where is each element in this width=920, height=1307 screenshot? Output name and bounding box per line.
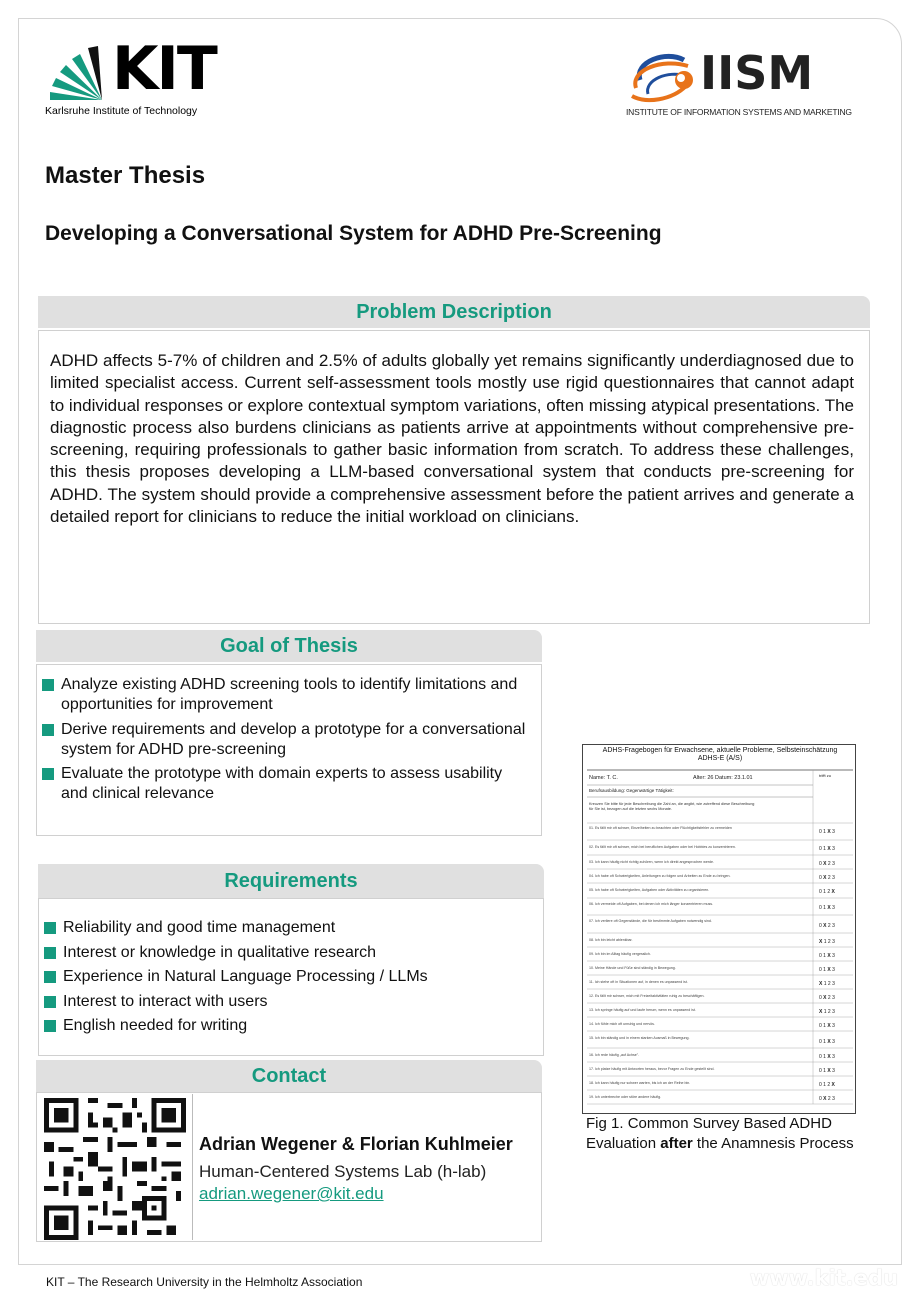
svg-text:14. Ich fühle mich oft unruhig: 14. Ich fühle mich oft unruhig und nervös. <box>589 1022 655 1026</box>
requirement-item <box>44 992 534 1012</box>
svg-text:für Sie ist, bezogen auf die l: für Sie ist, bezogen auf die letzten sechs Monate. <box>589 807 672 811</box>
questionnaire-form-image <box>583 765 856 1114</box>
svg-text:13. Ich springe häufig auf und: 13. Ich springe häufig auf und laufe herum, wenn es unpassend ist. <box>589 1008 696 1012</box>
requirement-item-text: Interest to interact with users <box>63 992 268 1010</box>
qr-code-icon[interactable] <box>44 1098 186 1240</box>
contact-email-link[interactable]: adrian.wegener@kit.edu <box>199 1184 384 1203</box>
figure-caption-text-pre: Common Survey Based ADHD Evaluation <box>586 1115 832 1152</box>
bullet-square-icon <box>42 679 54 691</box>
svg-text:09. Ich bin im Alltag häufig v: 09. Ich bin im Alltag häufig vergesslich. <box>589 952 651 956</box>
svg-text:Berufsausbildung: Gegen: Berufsausbildung: Gegenwärtige Tätigkeit: <box>589 788 674 793</box>
requirement-item <box>44 918 534 938</box>
bullet-square-icon <box>44 1020 56 1032</box>
kit-logo-text: KIT <box>112 34 216 104</box>
svg-text:05. Ich habe oft Schwierigkeit: 05. Ich habe oft Schwierigkeiten, Aufgaben oder Aktivitäten zu organisieren. <box>589 888 710 892</box>
bullet-square-icon <box>42 768 54 780</box>
svg-text:trifft zu: trifft zu <box>819 773 831 778</box>
svg-text:0 X 2 3: 0 X 2 3 <box>819 923 835 929</box>
goal-item <box>42 720 532 760</box>
iism-logo-text: IISM <box>700 46 814 100</box>
requirement-item <box>44 1016 534 1036</box>
svg-text:06. Ich vermeide oft Aufgaben,: 06. Ich vermeide oft Aufgaben, bei denen ich mich länger konzentrieren muss. <box>589 902 714 906</box>
svg-text:0 1 X 3: 0 1 X 3 <box>819 967 835 973</box>
svg-text:X 1 2 3: X 1 2 3 <box>819 1009 835 1015</box>
figure-form-title-line: ADHS-Fragebogen für Erwachsene, aktuelle Probleme, Selbsteinschätzung <box>602 747 838 754</box>
thesis-type: Master Thesis <box>45 162 206 189</box>
goal-item <box>42 675 532 715</box>
iism-swirl-icon <box>626 50 700 106</box>
iism-subtitle: INSTITUTE OF INFORMATION SYSTEMS AND MARKETING <box>626 107 852 117</box>
bullet-square-icon <box>44 922 56 934</box>
bullet-square-icon <box>44 971 56 983</box>
svg-text:0 1 X 3: 0 1 X 3 <box>819 829 835 835</box>
svg-text:X 1 2 3: X 1 2 3 <box>819 939 835 945</box>
iism-logo <box>626 46 860 122</box>
svg-text:X 1 2 3: X 1 2 3 <box>819 981 835 987</box>
figure-caption-text-post: the Anamnesis Process <box>696 1134 854 1152</box>
contact-lab: Human-Centered Systems Lab (h-lab) <box>199 1162 487 1181</box>
svg-text:18. Ich kann häufig nur schwer: 18. Ich kann häufig nur schwer warten, bis ich an der Reihe bin. <box>589 1081 691 1085</box>
requirement-item-text: Interest or knowledge in qualitative research <box>63 943 377 961</box>
svg-text:11. Ich stehe oft in Situation: 11. Ich stehe oft in Situationen auf, in denen es unpassend ist. <box>589 980 688 984</box>
figure-caption-bold: after <box>660 1134 693 1152</box>
svg-text:04. Ich habe oft Schwierigkeit: 04. Ich habe oft Schwierigkeiten, Anleitungen zu folgen und Arbeiten zu Ende zu bringen. <box>589 874 731 878</box>
kit-fan-icon <box>44 42 110 100</box>
svg-text:0 1 X 3: 0 1 X 3 <box>819 1039 835 1045</box>
bullet-square-icon <box>44 947 56 959</box>
goal-list <box>42 675 532 809</box>
goal-item-text: Derive requirements and develop a prototype for a conversational system for ADHD pre-screening <box>61 720 526 758</box>
svg-text:17. Ich platze häufig mit Antw: 17. Ich platze häufig mit Antworten heraus, bevor Fragen zu Ende gestellt sind. <box>589 1067 715 1071</box>
svg-text:12. Es fällt mir schwer, mich: 12. Es fällt mir schwer, mich mit Freizeitaktivitäten ruhig zu beschäftigen. <box>589 994 705 998</box>
questionnaire-figure <box>582 744 856 1114</box>
goal-heading: Goal of Thesis <box>36 630 542 662</box>
svg-text:0 1 X 3: 0 1 X 3 <box>819 953 835 959</box>
svg-text:15. Ich bin ständig und in ein: 15. Ich bin ständig und in einem starken Ausmaß in Bewegung. <box>589 1036 690 1040</box>
thesis-title: Developing a Conversational System for ADHD Pre-Screening <box>45 222 662 245</box>
kit-subtitle: Karlsruhe Institute of Technology <box>45 105 198 117</box>
svg-text:0 1 X 3: 0 1 X 3 <box>819 905 835 911</box>
footer-tagline: KIT – The Research University in the Helmholtz Association <box>46 1275 363 1289</box>
svg-text:0 X 2 3: 0 X 2 3 <box>819 861 835 867</box>
svg-text:10. Meine Hände und Füße sind: 10. Meine Hände und Füße sind ständig in Bewegung. <box>589 966 676 970</box>
requirement-item <box>44 967 534 987</box>
contact-heading: Contact <box>36 1060 542 1092</box>
figure-caption <box>586 1114 856 1153</box>
svg-text:03. Ich kann häufig nicht rich: 03. Ich kann häufig nicht richtig zuhören, wenn ich direkt angesprochen werde. <box>589 860 715 864</box>
figure-form-title <box>583 747 856 763</box>
figure-form-subtitle: ADHS-E (A/S) <box>697 755 743 762</box>
requirement-item <box>44 943 534 963</box>
svg-text:Name: T. C.: Name: T. C. <box>589 775 618 781</box>
problem-text: ADHD affects 5-7% of children and 2.5% of adults globally yet remains significantly underdiagnosed due to limited specialist access. Current self-assessment tools mostly use rigid questionnaires that cannot adapt to individual responses or explore contextual symptom variations, often missing atypical presentations. The diagnostic process also burdens clinicians as patients arrive at appointments without comprehensive pre-screening, requiring professionals to gather basic information from scratch. To address these challenges, this thesis proposes developing a LLM-based conversational system that conducts pre-screening for ADHD. The system should provide a comprehensive assessment before the patient arrives and generate a detailed report for clinicians to reduce the initial workload on clinicians. <box>50 351 854 527</box>
requirement-item-text: Reliability and good time management <box>63 919 336 936</box>
svg-text:0 1 X 3: 0 1 X 3 <box>819 1068 835 1074</box>
svg-text:Alter: 26 Datum: 23.1.01: Alter: 26 Datum: 23.1.01 <box>693 775 753 781</box>
requirements-list <box>44 918 534 1041</box>
footer-url[interactable]: www.kit.edu <box>749 1266 898 1290</box>
svg-text:0 X 2 3: 0 X 2 3 <box>819 1096 835 1102</box>
svg-text:08. Ich bin leicht ablenkbar.: 08. Ich bin leicht ablenkbar. <box>589 938 633 942</box>
svg-text:0 1 2 X: 0 1 2 X <box>819 1082 835 1088</box>
svg-text:0 1 X 3: 0 1 X 3 <box>819 846 835 852</box>
goal-item <box>42 764 532 804</box>
svg-text:07. Ich verliere oft Gegenstän: 07. Ich verliere oft Gegenstände, die für bestimmte Aufgaben notwendig sind. <box>589 919 712 923</box>
svg-text:19. Ich unterbreche oder störe: 19. Ich unterbreche oder störe andere häufig. <box>589 1095 662 1099</box>
svg-text:0 X 2 3: 0 X 2 3 <box>819 995 835 1001</box>
bullet-square-icon <box>42 724 54 736</box>
requirement-item-text: Experience in Natural Language Processing / LLMs <box>63 968 428 986</box>
bullet-square-icon <box>44 996 56 1008</box>
svg-text:0 1 X 3: 0 1 X 3 <box>819 1054 835 1060</box>
contact-names: Adrian Wegener & Florian Kuhlmeier <box>199 1134 513 1154</box>
contact-divider <box>192 1094 193 1240</box>
svg-text:16. Ich rede häufig „auf Achse: 16. Ich rede häufig „auf Achse". <box>589 1053 640 1057</box>
figure-caption-label: Fig 1. <box>586 1115 624 1132</box>
goal-item-text: Analyze existing ADHD screening tools to identify limitations and opportunities for improvement <box>61 676 518 713</box>
svg-text:02. Es fällt mir oft schwer, m: 02. Es fällt mir oft schwer, mich bei beruflichen Aufgaben oder bei Hobbies zu konzentrieren. <box>589 845 736 849</box>
goal-item-text: Evaluate the prototype with domain experts to assess usability and clinical relevance <box>61 765 503 803</box>
svg-text:0 1 X 3: 0 1 X 3 <box>819 1023 835 1029</box>
kit-logo <box>44 34 219 122</box>
svg-text:0 X 2 3: 0 X 2 3 <box>819 875 835 881</box>
svg-text:0 1 2 X: 0 1 2 X <box>819 889 835 895</box>
svg-text:Kreuzen Sie bitte für jede Bes: Kreuzen Sie bitte für jede Beschreibung die Zahl an, die angibt, wie zutreffend diese Beschreibung <box>589 802 755 806</box>
requirements-heading: Requirements <box>38 864 544 898</box>
svg-text:01. Es fällt mir oft schwer, E: 01. Es fällt mir oft schwer, Einzelheiten zu beachten oder Flüchtigkeitsfehler zu vermeiden <box>589 826 732 830</box>
problem-heading: Problem Description <box>38 296 870 328</box>
requirement-item-text: English needed for writing <box>63 1017 248 1035</box>
